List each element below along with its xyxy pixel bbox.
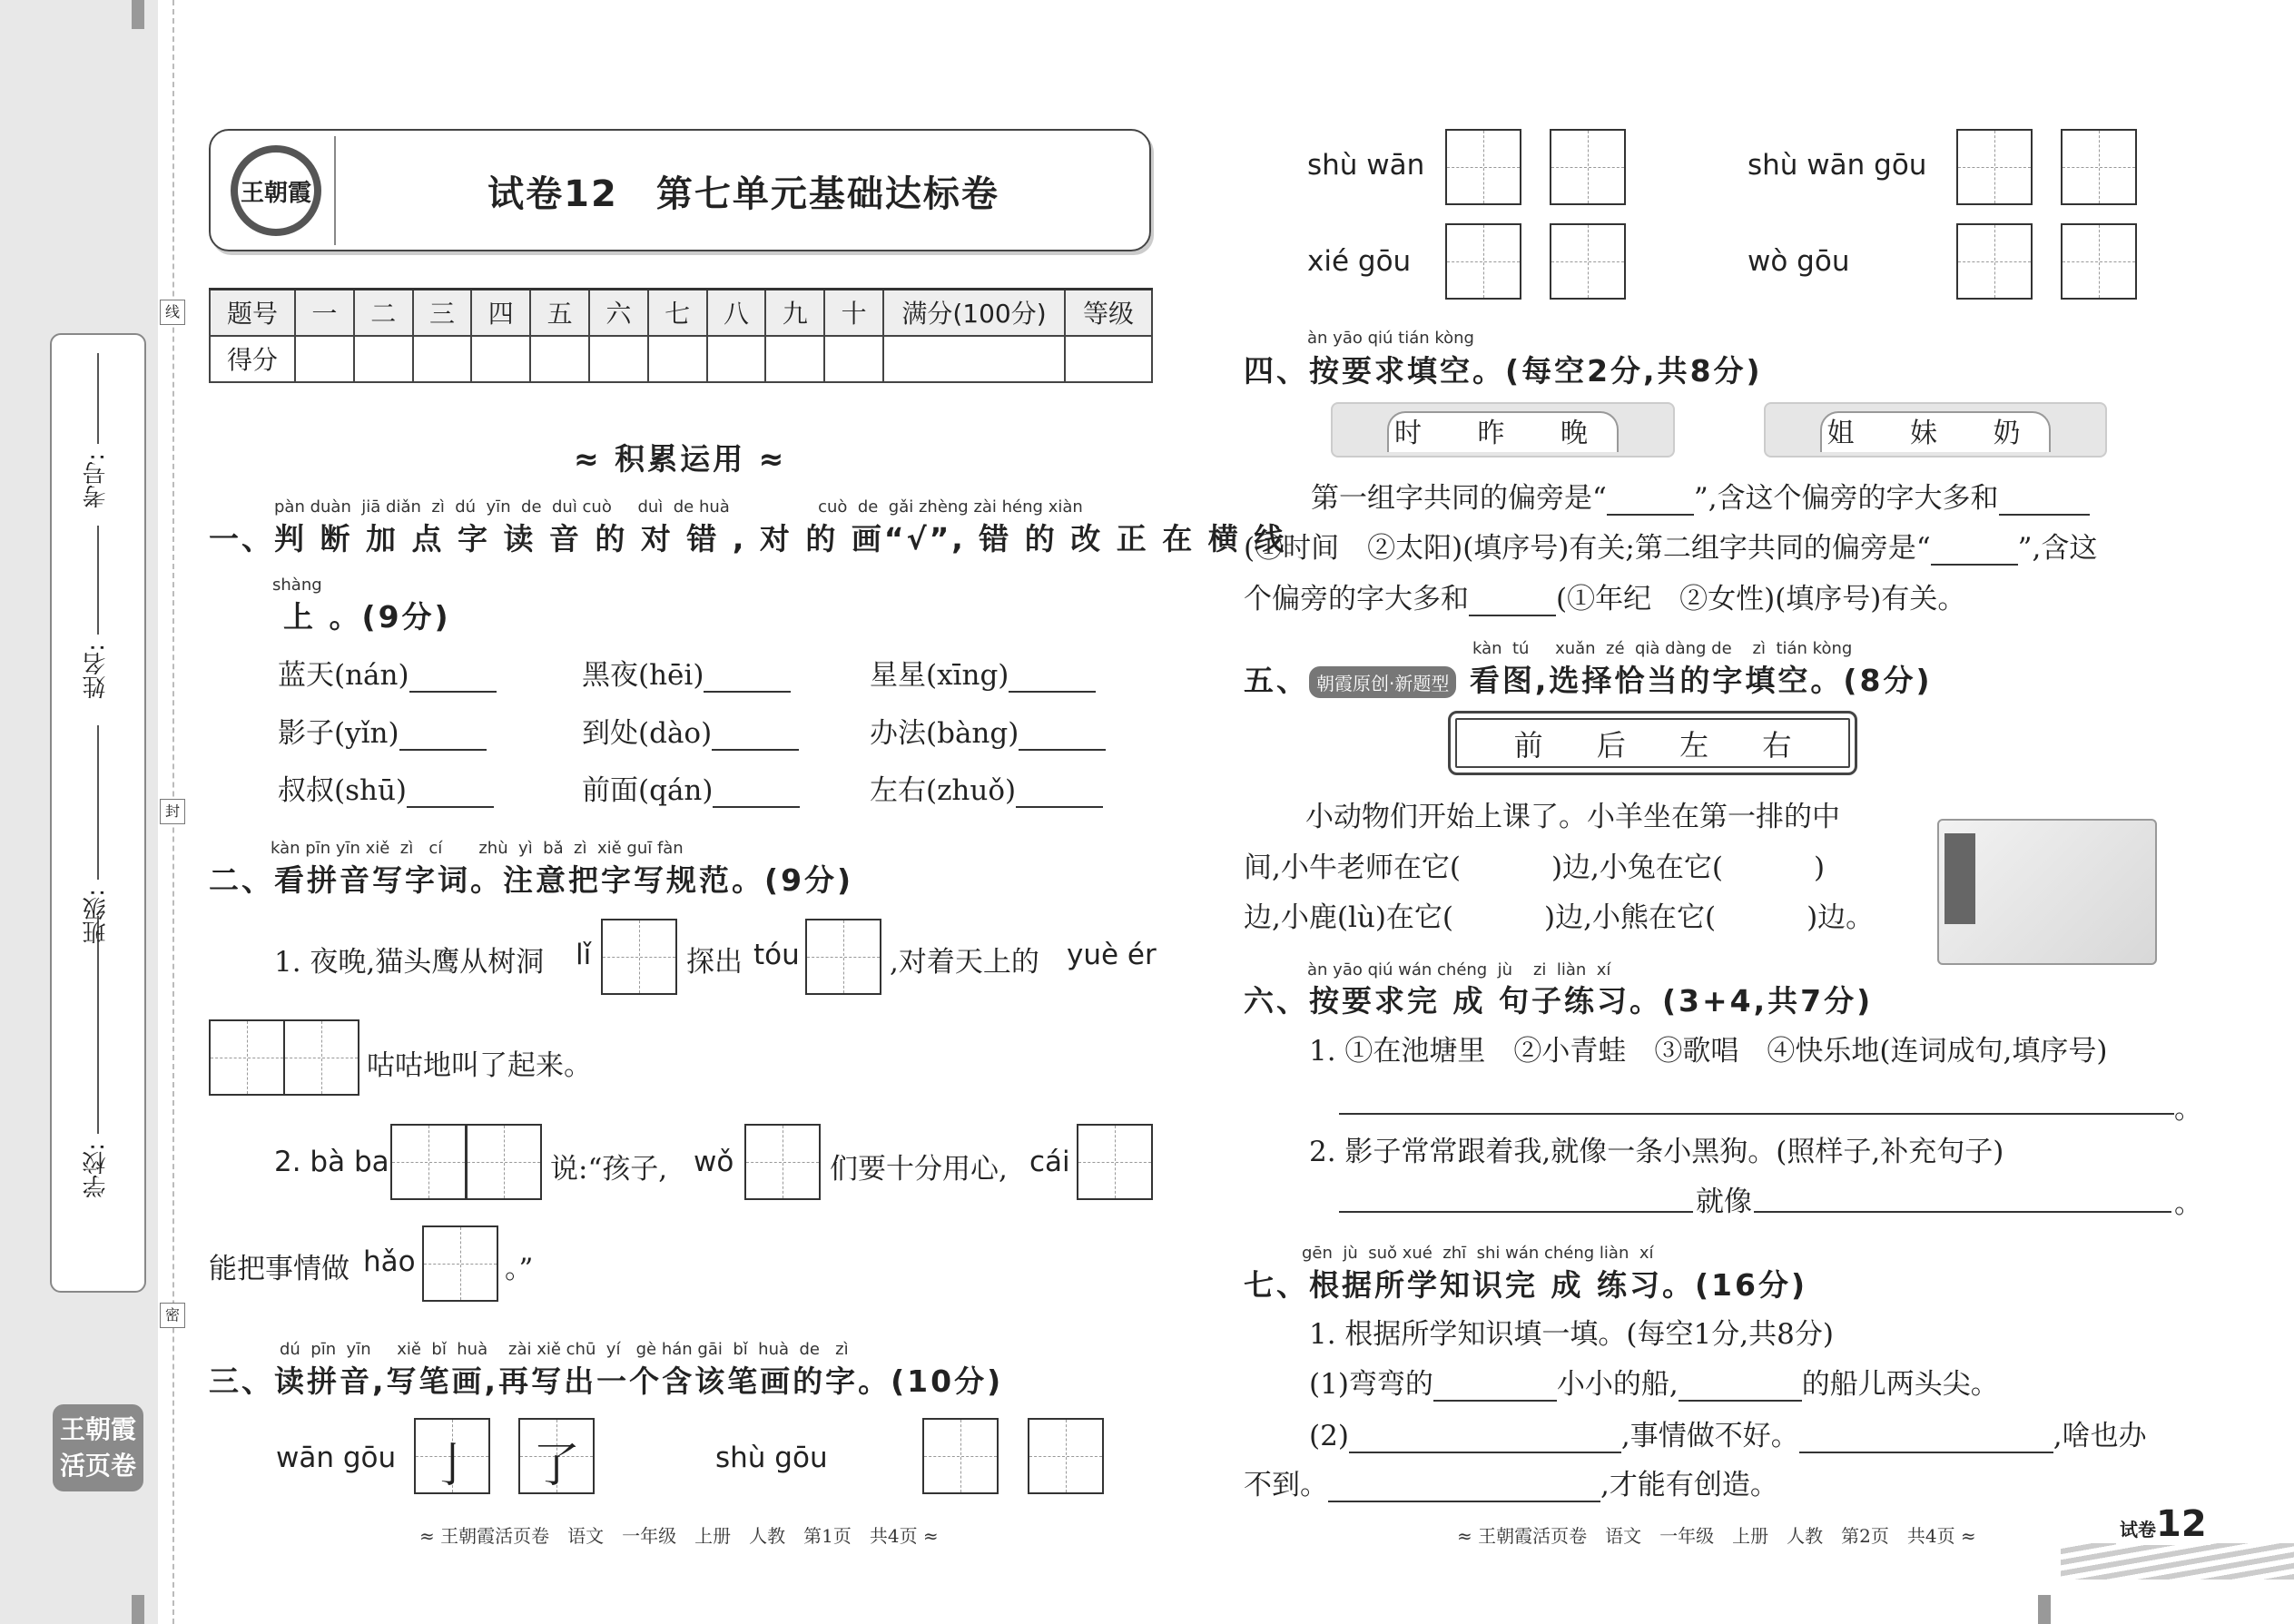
char-group-1 <box>1331 402 1675 458</box>
writing-box[interactable] <box>390 1124 467 1200</box>
q2-text: 能把事情做 <box>209 1253 350 1285</box>
s5-line: 间,小牛老师在它( )边,小兔在它( ) <box>1244 851 1826 884</box>
score-cell[interactable] <box>589 336 648 382</box>
section-7-title: 七、根据所学知识完 成 练习。(16分) <box>1244 1267 1808 1303</box>
section-4-pinyin: àn yāo qiú tián kòng <box>1307 329 1474 348</box>
footer-left: ≈ 王朝霞活页卷 语文 一年级 上册 人教 第1页 共4页 ≈ <box>419 1525 939 1547</box>
cut-label: 密 <box>160 1303 185 1328</box>
q1-item: 黑夜(hēi) <box>582 652 791 693</box>
class-field[interactable] <box>97 725 99 880</box>
classroom-illustration <box>1937 819 2157 965</box>
section-5-title: 五、 朝霞原创·新题型 看图,选择恰当的字填空。(8分) <box>1244 663 1933 698</box>
writing-box[interactable] <box>283 1019 359 1096</box>
writing-box[interactable] <box>422 1225 498 1302</box>
example-box[interactable] <box>2061 223 2137 300</box>
q1-item: 叔叔(shū) <box>278 767 494 808</box>
writing-box[interactable] <box>209 1019 285 1096</box>
q2-text: ,对着天上的 <box>890 946 1039 979</box>
score-cell[interactable] <box>883 336 1065 382</box>
q2-text: 咕咕地叫了起来。 <box>367 1049 592 1082</box>
section-7-pinyin: gēn jù suǒ xué zhī shi wán chéng liàn xí <box>1302 1244 1654 1263</box>
score-cell[interactable] <box>648 336 707 382</box>
writing-box[interactable] <box>466 1124 542 1200</box>
q2-text: 。” <box>505 1253 534 1285</box>
q2-text: 探出 <box>686 946 743 979</box>
header-cell: 五 <box>530 290 589 336</box>
wave-decoration <box>2061 1543 2294 1580</box>
binding-mark <box>132 0 144 29</box>
answer-blank[interactable] <box>1016 781 1103 808</box>
q1-item: 蓝天(nán) <box>278 652 497 693</box>
section-6-title: 六、按要求完 成 句子练习。(3+4,共7分) <box>1244 983 1874 1019</box>
s4-line: 第一组字共同的偏旁是“ ”,含这个偏旁的字大多和 <box>1311 475 2090 516</box>
section-1-pinyin: pàn duàn jiā diǎn zì dú yīn de duì cuò duì de huà cuò de gǎi zhèng zài héng xiàn <box>274 497 1083 517</box>
answer-line[interactable] <box>1339 1186 1693 1213</box>
s4-line: 个偏旁的字大多和 (①年纪 ②女性)(填序号)有关。 <box>1244 583 1966 615</box>
q2-pinyin: tóu <box>753 939 800 971</box>
header-cell: 题号 <box>210 290 295 336</box>
header-cell: 七 <box>648 290 707 336</box>
q1-item: 办法(bàng) <box>870 710 1106 751</box>
header-cell: 六 <box>589 290 648 336</box>
q2-pinyin: hǎo <box>363 1245 416 1278</box>
answer-blank[interactable] <box>712 723 799 751</box>
q7-1: 1. 根据所学知识填一填。(每空1分,共8分) <box>1309 1318 1834 1351</box>
answer-blank[interactable] <box>704 665 791 693</box>
score-cell[interactable] <box>707 336 766 382</box>
stroke-box[interactable] <box>1956 129 2033 205</box>
logo <box>218 136 336 245</box>
period: 。 <box>2174 1093 2202 1126</box>
example-box[interactable] <box>1550 223 1626 300</box>
word-options <box>1448 711 1857 775</box>
example-box[interactable] <box>1550 129 1626 205</box>
stroke-box[interactable] <box>1956 223 2033 300</box>
score-cell[interactable] <box>765 336 824 382</box>
section-3-pinyin: dú pīn yīn xiě bǐ huà zài xiě chū yí gè hán gāi bǐ huà de zì <box>280 1340 849 1359</box>
answer-blank[interactable] <box>1799 1426 2053 1453</box>
section-5-pinyin: kàn tú xuǎn zé qià dàng de zì tián kòng <box>1472 639 1853 658</box>
section-1-title: 一、判 断 加 点 字 读 音 的 对 错 , 对 的 画“√”, 错 的 改 正 在 横 线 <box>209 521 1287 556</box>
brand-sub: 活页卷 <box>59 1451 136 1481</box>
answer-blank[interactable] <box>399 723 487 751</box>
header-cell: 满分(100分) <box>883 290 1065 336</box>
stroke-name: wān gōu <box>276 1442 397 1474</box>
answer-blank[interactable] <box>409 665 497 693</box>
stroke-box[interactable] <box>1445 129 1521 205</box>
q1-item: 星星(xīng) <box>870 652 1096 693</box>
binding-mark <box>2038 1595 2051 1624</box>
header-cell: 一 <box>295 290 354 336</box>
stroke-name: shù wān <box>1307 149 1425 182</box>
q1-item: 到处(dào) <box>582 710 799 751</box>
section-banner: ≈ 积累运用 ≈ <box>574 441 787 477</box>
section-1-title-2: 上 。(9分) <box>283 599 451 635</box>
example-char: 了 <box>532 1439 580 1493</box>
score-cell[interactable] <box>413 336 472 382</box>
q2-pinyin: 2. bà ba <box>274 1146 389 1178</box>
stroke-glyph: 亅 <box>428 1439 476 1493</box>
option: 前 <box>1513 727 1543 763</box>
char-group-text: 时 昨 晚 <box>1387 411 1619 452</box>
answer-blank[interactable] <box>713 781 800 808</box>
answer-blank[interactable] <box>1607 488 1694 516</box>
stroke-name: wò gōu <box>1748 245 1850 278</box>
answer-blank[interactable] <box>1433 1374 1557 1402</box>
score-cell[interactable] <box>530 336 589 382</box>
answer-blank[interactable] <box>1009 665 1096 693</box>
answer-blank[interactable] <box>407 781 494 808</box>
answer-blank[interactable] <box>1328 1475 1600 1502</box>
blackboard <box>1944 833 1975 924</box>
section-3-title: 三、读拼音,写笔画,再写出一个含该笔画的字。(10分) <box>209 1363 1004 1399</box>
binding-mark <box>132 1595 144 1624</box>
q2-text: 说:“孩子, <box>550 1153 668 1186</box>
answer-blank[interactable] <box>1349 1426 1621 1453</box>
header-cell: 二 <box>354 290 413 336</box>
q7-line: (1)弯弯的 小小的船, 的船儿两头尖。 <box>1309 1368 1999 1401</box>
name-label: 姓名: <box>83 644 110 699</box>
q2-text: 1. 夜晚,猫头鹰从树洞 <box>274 946 545 979</box>
footer-right: ≈ 王朝霞活页卷 语文 一年级 上册 人教 第2页 共4页 ≈ <box>1457 1525 1976 1547</box>
student-info-box <box>50 333 146 1293</box>
answer-line[interactable] <box>1339 1088 2174 1115</box>
writing-box[interactable] <box>805 919 881 995</box>
brand-name: 王朝霞 <box>59 1414 136 1444</box>
school-field[interactable] <box>97 916 99 1134</box>
writing-box[interactable] <box>601 919 677 995</box>
score-cell[interactable] <box>471 336 530 382</box>
writing-box[interactable] <box>1077 1124 1153 1200</box>
q6-1: 1. ①在池塘里 ②小青蛙 ③歌唱 ④快乐地(连词成句,填序号) <box>1309 1035 2108 1068</box>
paper-number: 试卷12 <box>2116 1503 2210 1545</box>
title-box <box>209 129 1151 251</box>
stroke-box[interactable] <box>1445 223 1521 300</box>
s5-line: 边,小鹿(lù)在它( )边,小熊在它( )边。 <box>1244 901 1875 934</box>
example-box[interactable] <box>2061 129 2137 205</box>
section-2-title: 二、看拼音写字词。注意把字写规范。(9分) <box>209 862 854 898</box>
section-1-pinyin-2: shàng <box>272 576 322 595</box>
section-4-title: 四、按要求填空。(每空2分,共8分) <box>1244 353 1763 389</box>
s5-line: 小动物们开始上课了。小羊坐在第一排的中 <box>1305 801 1840 833</box>
new-type-tag: 朝霞原创·新题型 <box>1309 666 1456 698</box>
header-cell: 八 <box>707 290 766 336</box>
stroke-box[interactable] <box>922 1418 999 1494</box>
answer-blank[interactable] <box>1019 723 1106 751</box>
brand-badge <box>53 1404 143 1491</box>
score-row <box>210 336 1152 382</box>
q2-pinyin: wǒ <box>694 1146 734 1178</box>
writing-box[interactable] <box>744 1124 821 1200</box>
header-cell: 十 <box>824 290 883 336</box>
score-cell[interactable] <box>295 336 354 382</box>
header-cell: 三 <box>413 290 472 336</box>
jiuxiang-text: 就像 <box>1696 1186 1752 1218</box>
header-cell: 九 <box>765 290 824 336</box>
s4-line: (①时间 ②太阳)(填序号)有关;第二组字共同的偏旁是“ ”,含这 <box>1244 532 2098 565</box>
q2-pinyin: yuè ér <box>1067 939 1157 971</box>
score-cell[interactable] <box>354 336 413 382</box>
answer-blank[interactable] <box>1679 1374 1802 1402</box>
cut-label: 封 <box>160 799 185 824</box>
q1-item: 左右(zhuǒ) <box>870 767 1103 808</box>
q1-item: 影子(yǐn) <box>278 710 487 751</box>
class-label: 班级: <box>83 889 110 944</box>
exam-number-label: 考号: <box>83 453 110 508</box>
header-cell: 四 <box>471 290 530 336</box>
period: 。 <box>2174 1187 2202 1220</box>
option: 右 <box>1762 727 1792 763</box>
logo-seal: 王朝霞 <box>231 145 321 236</box>
cut-label: 线 <box>160 300 185 325</box>
q1-item: 前面(qán) <box>582 767 800 808</box>
stroke-name: shù wān gōu <box>1748 149 1927 182</box>
q7-line: 不到。 ,才能有创造。 <box>1244 1469 1778 1501</box>
exam-number-field[interactable] <box>97 353 99 444</box>
q2-text: 们要十分用心, <box>830 1153 1008 1186</box>
section-2-pinyin: kàn pīn yīn xiě zì cí zhù yì bǎ zì xiě guī fàn <box>271 839 684 858</box>
score-table <box>209 288 1153 383</box>
example-box[interactable] <box>1028 1418 1104 1494</box>
name-field[interactable] <box>97 526 99 635</box>
score-cell[interactable] <box>1065 336 1152 382</box>
answer-line[interactable] <box>1754 1186 2171 1213</box>
stroke-box <box>414 1418 490 1494</box>
q2-pinyin: cái <box>1029 1146 1070 1178</box>
answer-blank[interactable] <box>1999 488 2090 516</box>
char-group-text: 姐 妹 奶 <box>1820 411 2051 452</box>
answer-blank[interactable] <box>1931 538 2018 566</box>
score-header-row <box>210 290 1152 336</box>
q7-line: (2) ,事情做不好。 ,啥也办 <box>1309 1420 2147 1452</box>
answer-blank[interactable] <box>1469 589 1556 616</box>
q2-pinyin: lǐ <box>576 939 592 971</box>
header-cell: 等级 <box>1065 290 1152 336</box>
option: 后 <box>1596 727 1626 763</box>
row-label: 得分 <box>210 336 295 382</box>
section-6-pinyin: àn yāo qiú wán chéng jù zi liàn xí <box>1307 960 1611 979</box>
example-box[interactable] <box>518 1418 595 1494</box>
score-cell[interactable] <box>824 336 883 382</box>
stroke-name: xié gōu <box>1307 245 1412 278</box>
page-title: 试卷12 第七单元基础达标卷 <box>487 173 999 215</box>
q6-2: 2. 影子常常跟着我,就像一条小黑狗。(照样子,补充句子) <box>1309 1136 2004 1168</box>
char-group-2 <box>1764 402 2107 458</box>
school-label: 学校: <box>83 1143 110 1198</box>
stroke-name: shù gōu <box>715 1442 828 1474</box>
option: 左 <box>1679 727 1709 763</box>
